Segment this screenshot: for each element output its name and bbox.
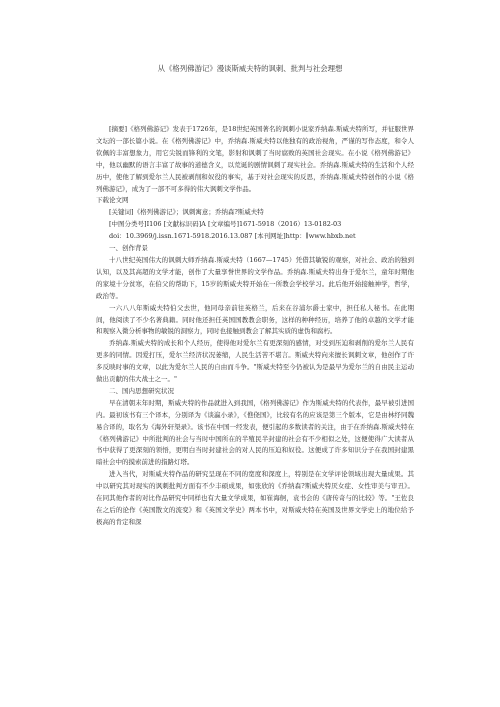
paper-title: 从《格列佛游记》漫谈斯威夫特的讽刺、批判与社会理想 <box>157 64 343 73</box>
section-heading-research: 二、国内思想研究状况 <box>109 386 174 395</box>
body-paragraph: 一六八八年斯威夫特伯父去世，他同母亲前往英格兰，后来在谷浦尔爵士家中，担任私人秘书。在此期间，他阅读了不少名著典籍。同时他还担任英国国教教会职务，这样的种种经历，培养了他的卓越的文学才能和观察入微分析事物的敏锐的洞察力，同时也接触到教会了解其实质的虚伪和腐朽。 <box>96 303 414 336</box>
body-paragraph: 进入当代，对斯威夫特作品的研究呈现在不同的宽度和深度上，特别是在文学评论领域出现大量成果。其中以研究其对现实的讽刺批判方面有不少丰硕成果，如张欣的《乔纳森?斯威夫特厌女症、女性审美与审丑》。在同其他作者的对比作品研究中同样也有大量文学成果，如崔海舸，袁书会的《唐传奇与的比较》等。"王佐良在之后的论作《英国散文的流变》和《英国文学史》两本书中，对斯威夫特在英国及世界文学史上的地位给予极高的肯定和深 <box>96 470 414 526</box>
classification-line: [中图分类号]I106 [文献标识码]A [文章编号]1671-5918（2016）13-0182-03 <box>109 220 342 229</box>
body-paragraph: 十八世纪英国伟大的讽刺大师乔纳森.斯威夫特（1667—1745）凭借其敏锐的观察，对社会、政治的独到认知，以及其高超的文学才能，创作了大量享誉世界的文学作品。乔纳森.斯威夫特出身于爱尔兰，童年时期他的家境十分贫寒，在伯父的帮助下，15岁的斯威夫特开始在一所教会学校学习。此后他开始接触神学，哲学，政治等。 <box>96 255 414 300</box>
section-heading-background: 一、创作背景 <box>109 244 148 253</box>
paper-body <box>96 124 414 529</box>
abstract-paragraph: [摘要]《格列佛游记》发表于1726年，是18世纪英国著名的讽刺小说家乔纳森.斯威夫特所写，并征服世界文坛的一部长篇小说。在《格列佛游记》中，乔纳森.斯威夫特以他独有的政治视角，严谨的写作态度，和令人钦佩的丰富想象力，用它尖锐而锋利的文笔，影射和讽刺了当时腐败的英国社会现实。在小说《格列佛游记》中，他以幽默的语言丰富了故事的道德含义，以荒诞的剧情讽刺了现实社会。乔纳森.斯威夫特的生活和个人经历中，使他了解到爱尔兰人民被剥削和奴役的事实，基于对社会现实的反思，乔纳森.斯威夫特创作的小说《格列佛游记》，成为了一部不可多得的伟大讽刺文学作品。 <box>96 125 414 193</box>
doi-line: doi：10.3969/j.issn.1671-5918.2016.13.087 [本刊网址]http：∥www.hbxb.net <box>109 232 356 241</box>
body-paragraph: 乔纳森.斯威夫特的成长和个人经历，使得他对爱尔兰有更深刻的感情，对受到压迫和剥削的爱尔兰人民有更多的同情。因爱打压，爱尔兰经济状况萎缩，人民生活苦不堪言。斯威夫特向来擅长讽刺文章，他创作了许多反映时事的文章，以此为爱尔兰人民的自由而斗争。"斯威夫特至今仍被认为是最早为爱尔兰的自由民主运动做出贡献的伟大战士之一。" <box>96 339 414 384</box>
download-link[interactable]: 下载论文网 <box>96 196 129 205</box>
body-paragraph: 早在清朝末年时期，斯威夫特的作品就进入到我国，《格列佛游记》作为斯威夫特的代表作，最早被引进国内。最初该书有三个译本，分别译为《谈瀛小录》，《僬侥国》，比较有名的应该是第三个版本，它是由林纾同魏易合译的，取名为《海外轩渠录》。该书在中国一经发表，便引起的多数读者的关注，由于在乔纳森.斯威夫特在《格列佛游记》中所批判的社会与当时中国所在的半殖民半封建的社会有不少相似之处，这便使得广大读者从书中获得了更深刻的领悟，更明白当时封建社会的对人民的压迫和奴役。这便成了许多知识分子在我国封建黑暗社会中的摸索前进的指路灯塔。 <box>96 398 414 467</box>
keywords-line: [关键词]《格列佛游记》；讽刺寓意；乔纳森?斯威夫特 <box>109 208 264 217</box>
